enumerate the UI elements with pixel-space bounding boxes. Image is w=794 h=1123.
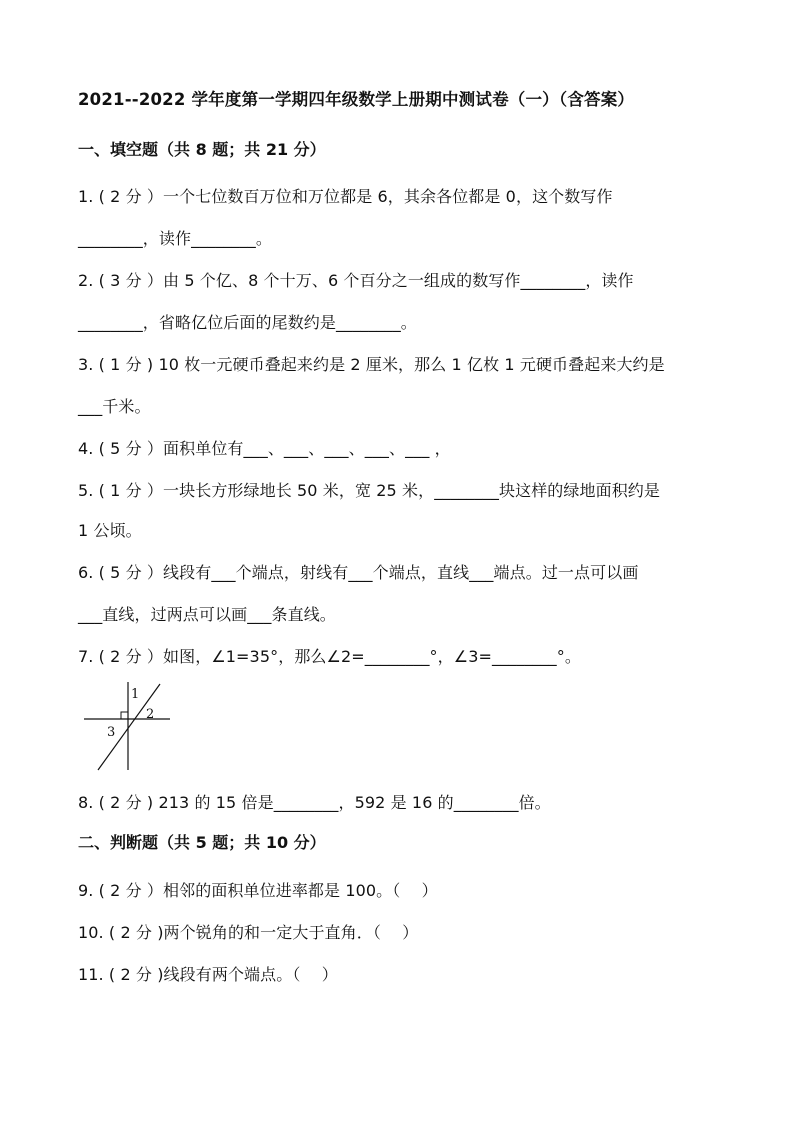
question-2-line-1: 2. ( 3 分 ）由 5 个亿、8 个十万、6 个百分之一组成的数写作________，读作 xyxy=(78,271,634,290)
question-7: 7. ( 2 分 ）如图，∠1=35°，那么∠2=________°，∠3=________°。 xyxy=(78,647,581,666)
question-3-line-1: 3. ( 1 分 ) 10 枚一元硬币叠起来约是 2 厘米，那么 1 亿枚 1 元硬币叠起来大约是 xyxy=(78,355,665,374)
section-heading-fill-blank: 一、填空题（共 8 题；共 21 分） xyxy=(78,140,326,159)
question-3-line-2: ___千米。 xyxy=(78,397,151,416)
question-8: 8. ( 2 分 ) 213 的 15 倍是________，592 是 16 的________倍。 xyxy=(78,793,551,812)
question-10: 10. ( 2 分 )两个锐角的和一定大于直角．（ ） xyxy=(78,923,419,942)
angle-label-3: 3 xyxy=(107,725,116,740)
question-1-line-2: ________，读作________。 xyxy=(78,229,272,248)
question-6-line-2: ___直线，过两点可以画___条直线。 xyxy=(78,605,336,624)
question-1-line-1: 1. ( 2 分 ）一个七位数百万位和万位都是 6，其余各位都是 0，这个数写作 xyxy=(78,187,613,206)
right-angle-marker xyxy=(121,712,128,719)
question-9: 9. ( 2 分 ）相邻的面积单位进率都是 100。（ ） xyxy=(78,881,438,900)
question-5-line-2: 1 公顷。 xyxy=(78,521,142,540)
question-11: 11. ( 2 分 )线段有两个端点。（ ） xyxy=(78,965,338,984)
angle-label-1: 1 xyxy=(131,687,140,702)
question-2-line-2: ________，省略亿位后面的尾数约是________。 xyxy=(78,313,417,332)
question-5-line-1: 5. ( 1 分 ）一块长方形绿地长 50 米，宽 25 米，________块这样的绿地面积约是 xyxy=(78,481,660,500)
question-6-line-1: 6. ( 5 分 ）线段有___个端点，射线有___个端点，直线___端点。过一点可以画 xyxy=(78,563,639,582)
section-heading-true-false: 二、判断题（共 5 题；共 10 分） xyxy=(78,833,326,852)
question-4: 4. ( 5 分 ）面积单位有___、___、___、___、___ ， xyxy=(78,439,451,458)
angle-figure xyxy=(84,678,180,776)
page-title: 2021--2022 学年度第一学期四年级数学上册期中测试卷（一）（含答案） xyxy=(78,90,635,109)
angle-label-2: 2 xyxy=(146,707,155,722)
